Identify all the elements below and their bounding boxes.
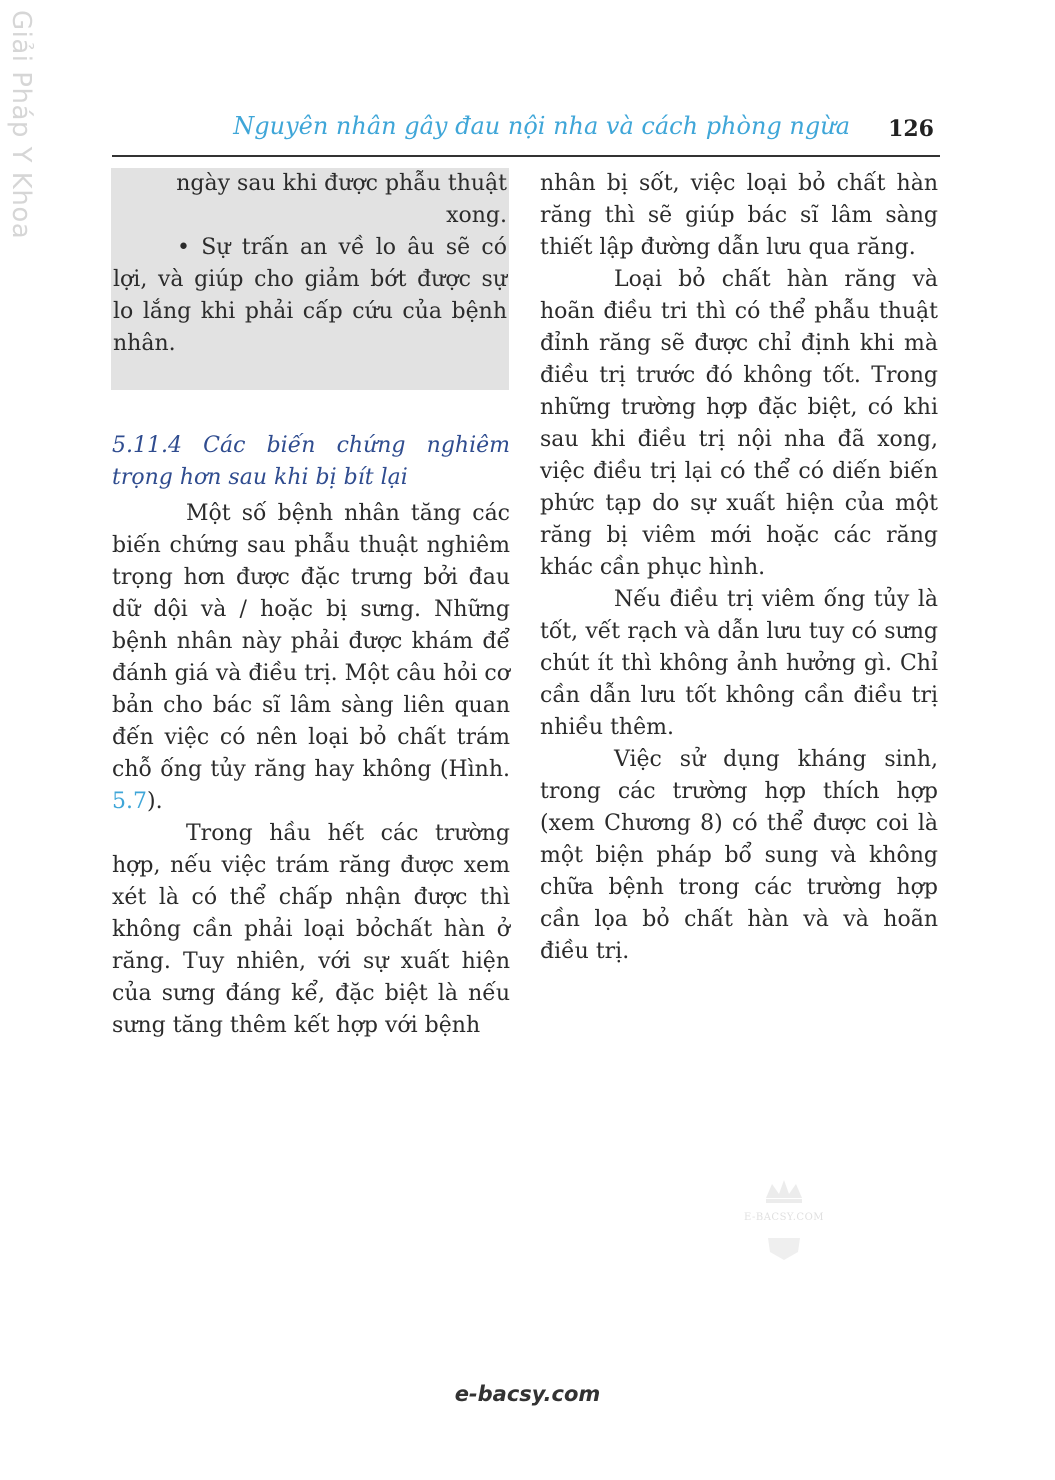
figure-reference-link[interactable]: 5.7: [112, 789, 147, 814]
paragraph-text: Một số bệnh nhân tăng các biến chứng sau phẫu thuật nghiêm trọng hơn được đặc trưng bởi đau dữ dội và / hoặc bị sưng. Những bệnh nhân này phải được khám để đánh giá và điều trị. Một câu hỏi cơ bản cho bác sĩ lâm sàng liên quan đến việc có nên loại bỏ chất trám chỗ ống tủy răng hay không (Hình.: [112, 501, 510, 782]
paragraph: Loại bỏ chất hàn răng và hoãn điều tri thì có thể phẫu thuật đỉnh răng sẽ được chỉ định khi mà điều trị trước đó không tốt. Trong những trường hợp đặc biệt, có khi sau khi điều trị nội nha đã xong, việc điều trị lại có thể có diến biến phức tạp do sự xuất hiện của một răng bị viêm mới hoặc các răng khác cần phục hình.: [540, 267, 938, 580]
section-heading: 5.11.4 Các biến chứng nghiêm trọng hơn sau khi bị bít lại: [112, 433, 510, 490]
left-column: [112, 168, 510, 1042]
paragraph-text-end: ).: [147, 789, 163, 814]
paragraph: Nếu điều trị viêm ống tủy là tốt, vết rạch và dẫn lưu tuy có sưng chút ít thì không ảnh hưởng gì. Chỉ cần dẫn lưu tốt không cần điều trị nhiều thêm.: [540, 587, 938, 740]
right-column: [540, 168, 938, 968]
watermark-logo: [734, 1176, 834, 1266]
side-brand-label: Giải Pháp Y Khoa: [6, 10, 36, 240]
paragraph: nhân bị sốt, việc loại bỏ chất hàn răng thì sẽ giúp bác sĩ lâm sàng thiết lập đường dẫn lưu qua răng.: [540, 171, 938, 260]
paragraph: Việc sử dụng kháng sinh, trong các trường hợp thích hợp (xem Chương 8) có thể được coi là một biện pháp bổ sung và không chữa bệnh trong các trường hợp cần lọa bỏ chất hàn và và hoãn điều trị.: [540, 747, 938, 964]
page-header: [112, 108, 940, 156]
paragraph: [112, 498, 510, 818]
box-bullet-item: • Sự trấn an về lo âu sẽ có lợi, và giúp cho giảm bớt được sự lo lắng khi phải cấp cứu của bệnh nhân.: [113, 235, 507, 356]
running-header-title: Nguyên nhân gây đau nội nha và cách phòng ngừa: [233, 112, 850, 140]
shaded-note-box: [111, 168, 509, 390]
watermark-text: E-BACSY.COM: [743, 1212, 825, 1223]
page-number: 126: [888, 116, 934, 142]
paragraph: Trong hầu hết các trường hợp, nếu việc trám răng được xem xét là có thể chấp nhận được thì không cần phải loại bỏchất hàn ở răng. Tuy nhiên, với sự xuất hiện của sưng đáng kể, đặc biệt là nếu sưng tăng thêm kết hợp với bệnh: [112, 821, 510, 1038]
header-divider: [112, 155, 940, 157]
box-continuation-line: ngày sau khi được phẫu thuật xong.: [176, 171, 507, 228]
footer-website: e-bacsy.com: [454, 1382, 601, 1406]
